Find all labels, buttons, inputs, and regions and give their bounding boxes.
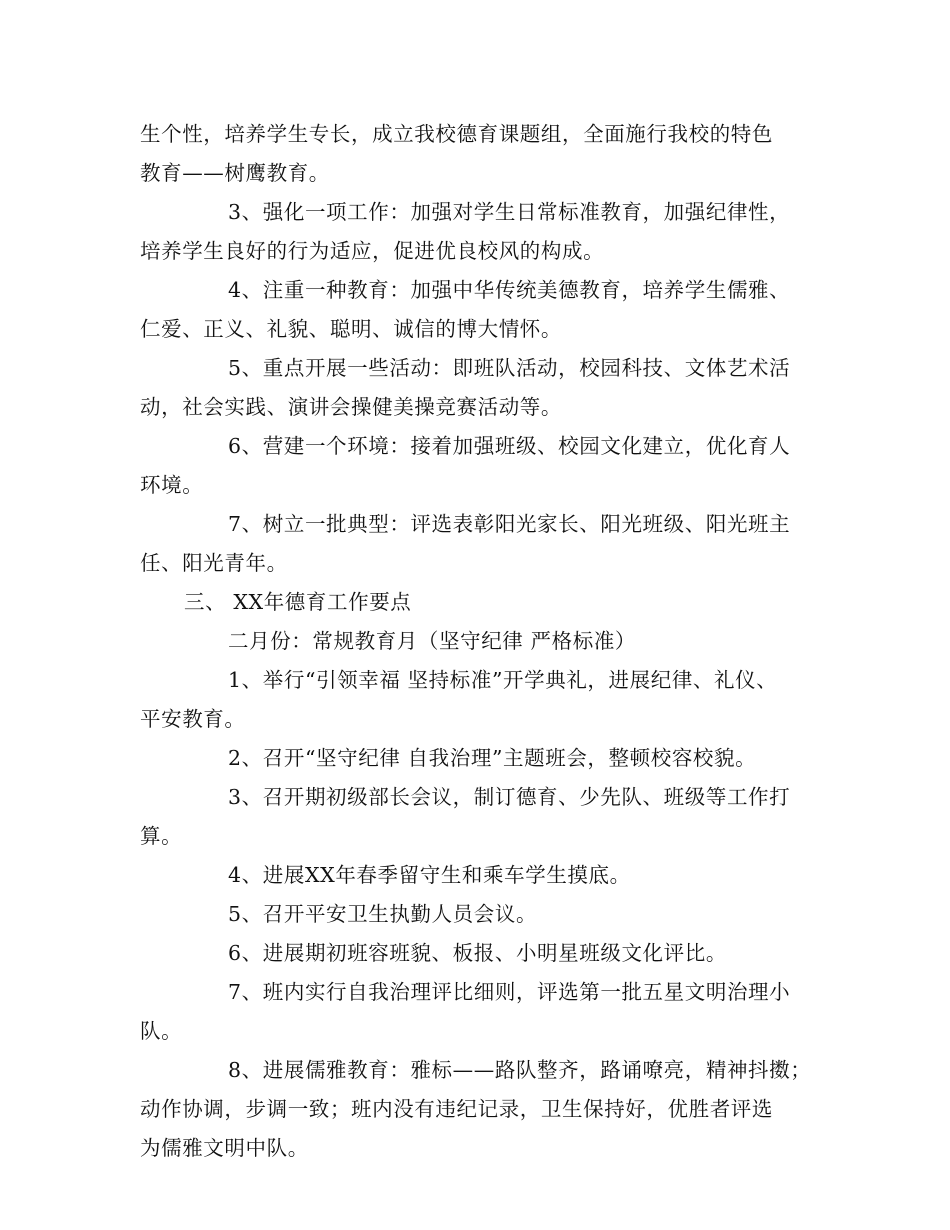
text-line: 4、进展XX年春季留守生和乘车学生摸底。 bbox=[228, 863, 631, 887]
text-line: 环境。 bbox=[140, 473, 204, 497]
text-line: 8、进展儒雅教育：雅标——路队整齐，路诵嘹亮，精神抖擞； bbox=[228, 1058, 812, 1082]
text-line: 5、重点开展一些活动：即班队活动，校园科技、文体艺术活 bbox=[228, 356, 791, 380]
text-line: 3、召开期初级部长会议，制订德育、少先队、班级等工作打 bbox=[228, 785, 791, 809]
section-heading: 三、 XX年德育工作要点 bbox=[184, 590, 412, 614]
subsection-heading: 二月份：常规教育月（坚守纪律 严格标准） bbox=[228, 629, 637, 653]
text-line: 队。 bbox=[140, 1019, 183, 1043]
text-line: 7、树立一批典型：评选表彰阳光家长、阳光班级、阳光班主 bbox=[228, 512, 791, 536]
text-line: 6、营建一个环境：接着加强班级、校园文化建立，优化育人 bbox=[228, 434, 791, 458]
text-line: 教育——树鹰教育。 bbox=[140, 161, 330, 185]
text-line: 6、进展期初班容班貌、板报、小明星班级文化评比。 bbox=[228, 941, 727, 965]
text-line: 4、注重一种教育：加强中华传统美德教育，培养学生儒雅、 bbox=[228, 278, 791, 302]
text-line: 1、举行“引领幸福 坚持标准”开学典礼，进展纪律、礼仪、 bbox=[228, 668, 778, 692]
text-line: 算。 bbox=[140, 824, 183, 848]
text-line: 7、班内实行自我治理评比细则，评选第一批五星文明治理小 bbox=[228, 980, 791, 1004]
text-line: 生个性，培养学生专长，成立我校德育课题组，全面施行我校的特色 bbox=[140, 122, 773, 146]
text-line: 动，社会实践、演讲会操健美操竞赛活动等。 bbox=[140, 395, 562, 419]
text-line: 2、召开“坚守纪律 自我治理”主题班会，整顿校容校貌。 bbox=[228, 746, 757, 770]
document-body bbox=[140, 115, 830, 1168]
text-line: 动作协调，步调一致；班内没有违纪记录，卫生保持好，优胜者评选 bbox=[140, 1097, 773, 1121]
text-line: 平安教育。 bbox=[140, 707, 246, 731]
text-line: 培养学生良好的行为适应，促进优良校风的构成。 bbox=[140, 239, 605, 263]
text-line: 5、召开平安卫生执勤人员会议。 bbox=[228, 902, 538, 926]
text-line: 3、强化一项工作：加强对学生日常标准教育，加强纪律性， bbox=[228, 200, 791, 224]
text-line: 任、阳光青年。 bbox=[140, 551, 288, 575]
text-line: 为儒雅文明中队。 bbox=[140, 1136, 309, 1160]
text-line: 仁爱、正义、礼貌、聪明、诚信的博大情怀。 bbox=[140, 317, 562, 341]
